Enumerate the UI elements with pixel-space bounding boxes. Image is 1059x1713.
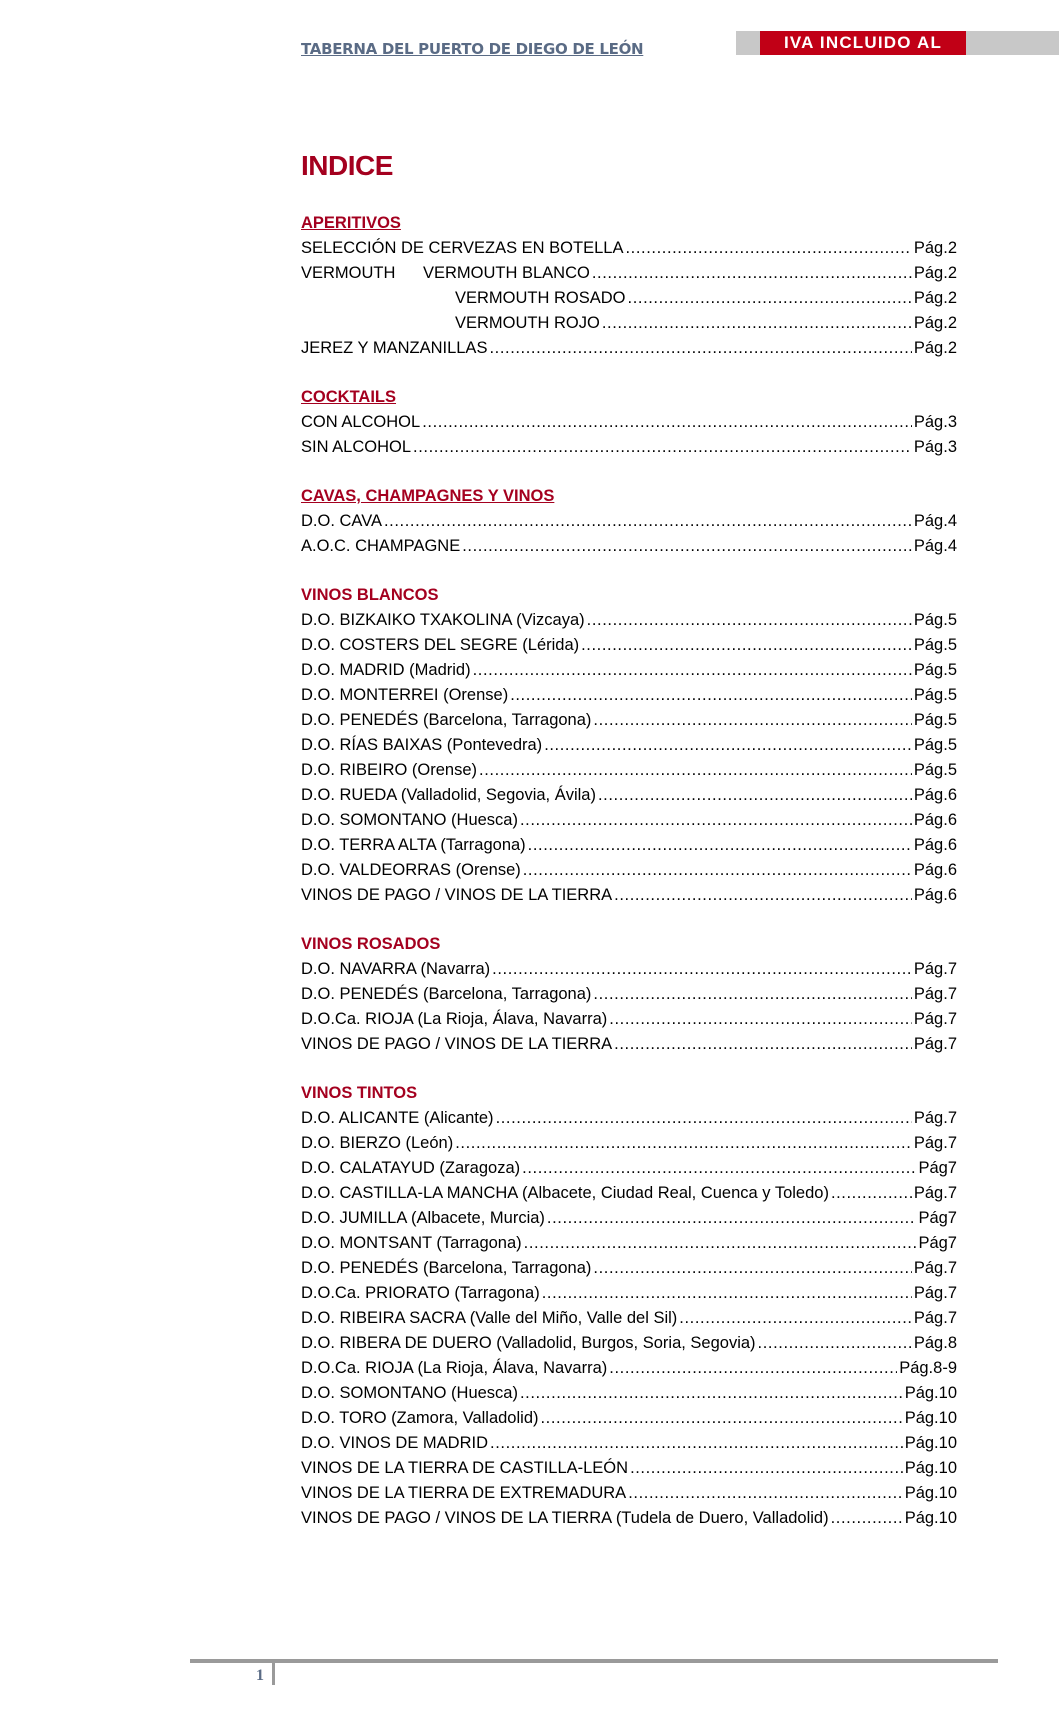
toc-entry bbox=[301, 957, 957, 982]
toc-entry-page: Pág.5 bbox=[913, 761, 957, 779]
dot-leader bbox=[609, 1007, 912, 1032]
toc-entry-label: D.O. PENEDÉS (Barcelona, Tarragona) bbox=[301, 711, 592, 729]
toc-entry-page: Pág.10 bbox=[904, 1434, 957, 1452]
toc-entry-label: VINOS DE PAGO / VINOS DE LA TIERRA bbox=[301, 1035, 613, 1053]
dot-leader bbox=[625, 236, 911, 261]
toc-entry-label: D.O. MONTSANT (Tarragona) bbox=[301, 1234, 522, 1252]
toc-entry-label: VINOS DE PAGO / VINOS DE LA TIERRA (Tudela de Duero, Valladolid) bbox=[301, 1509, 829, 1527]
toc-entry-sub-label: VERMOUTH ROSADO bbox=[455, 289, 626, 307]
toc-entry bbox=[301, 435, 957, 460]
dot-leader bbox=[524, 1231, 917, 1256]
toc-entry-page: Pág.7 bbox=[913, 985, 957, 1003]
toc-entry bbox=[301, 1106, 957, 1131]
section-heading: APERITIVOS bbox=[301, 214, 401, 232]
dot-leader bbox=[496, 1106, 912, 1131]
toc-entry-page: Pág.7 bbox=[913, 1109, 957, 1127]
toc-entry bbox=[301, 1206, 957, 1231]
toc-entry-label: D.O. PENEDÉS (Barcelona, Tarragona) bbox=[301, 985, 592, 1003]
toc-entry bbox=[301, 633, 957, 658]
toc-entry-page: Pág7 bbox=[918, 1234, 957, 1252]
toc-section bbox=[301, 385, 957, 460]
toc-entry bbox=[301, 1506, 957, 1531]
dot-leader bbox=[547, 1206, 917, 1231]
toc-entry-label: D.O. ALICANTE (Alicante) bbox=[301, 1109, 494, 1127]
toc-entry-page: Pág.2 bbox=[913, 264, 957, 282]
section-heading: VINOS ROSADOS bbox=[301, 935, 441, 953]
toc-entry-label: D.O. MONTERREI (Orense) bbox=[301, 686, 509, 704]
toc-entry bbox=[301, 1406, 957, 1431]
toc-entry-page: Pág.2 bbox=[913, 239, 957, 257]
toc-entry-page: Pág.6 bbox=[913, 861, 957, 879]
toc-entry-label bbox=[301, 311, 600, 336]
dot-leader bbox=[758, 1331, 912, 1356]
dot-leader bbox=[592, 261, 912, 286]
dot-leader bbox=[522, 1156, 916, 1181]
dot-leader bbox=[462, 534, 912, 559]
toc-entry-page: Pág.7 bbox=[913, 1259, 957, 1277]
toc-entry bbox=[301, 1306, 957, 1331]
toc-section bbox=[301, 1081, 957, 1531]
toc-entry-page: Pág.3 bbox=[913, 413, 957, 431]
toc-entry bbox=[301, 833, 957, 858]
toc-entry bbox=[301, 1281, 957, 1306]
dot-leader bbox=[492, 957, 912, 982]
toc-entry-page: Pág.10 bbox=[904, 1484, 957, 1502]
toc-entry-page: Pág.4 bbox=[913, 512, 957, 530]
toc-entry bbox=[301, 236, 957, 261]
toc-entry-label: D.O.Ca. RIOJA (La Rioja, Álava, Navarra) bbox=[301, 1359, 608, 1377]
document-header-title: TABERNA DEL PUERTO DE DIEGO DE LEÓN bbox=[301, 40, 644, 58]
toc-entry-page: Pág.6 bbox=[913, 886, 957, 904]
toc-entry-page: Pág.7 bbox=[913, 1035, 957, 1053]
toc-entry bbox=[301, 858, 957, 883]
toc-entry-page: Pág.7 bbox=[913, 1309, 957, 1327]
dot-leader bbox=[602, 311, 912, 336]
toc-entry-page: Pág.6 bbox=[913, 836, 957, 854]
toc-entry bbox=[301, 1381, 957, 1406]
dot-leader bbox=[520, 808, 912, 833]
dot-leader bbox=[479, 758, 912, 783]
dot-leader bbox=[679, 1306, 912, 1331]
toc-entry bbox=[301, 733, 957, 758]
dot-leader bbox=[455, 1131, 912, 1156]
iva-badge: IVA INCLUIDO AL bbox=[760, 31, 966, 55]
toc-entry-label: D.O. COSTERS DEL SEGRE (Lérida) bbox=[301, 636, 580, 654]
toc-entry-page: Pág.7 bbox=[913, 1184, 957, 1202]
toc-entry-label: SIN ALCOHOL bbox=[301, 438, 412, 456]
toc-entry-group-label: VERMOUTH bbox=[301, 264, 396, 282]
toc-entry bbox=[301, 1231, 957, 1256]
toc-entry-page: Pág.8-9 bbox=[899, 1359, 957, 1377]
dot-leader bbox=[384, 509, 912, 534]
toc-entry bbox=[301, 1032, 957, 1057]
dot-leader bbox=[609, 1356, 897, 1381]
toc-entry bbox=[301, 658, 957, 683]
toc-entry-page: Pág.4 bbox=[913, 537, 957, 555]
toc-entry-page: Pág.7 bbox=[913, 1010, 957, 1028]
toc-entry-label: D.O. BIERZO (León) bbox=[301, 1134, 454, 1152]
toc-entry-page: Pág.2 bbox=[913, 339, 957, 357]
dot-leader bbox=[598, 783, 912, 808]
page-number-separator bbox=[272, 1663, 275, 1685]
dot-leader bbox=[587, 608, 912, 633]
toc-entry-label: D.O. JUMILLA (Albacete, Murcia) bbox=[301, 1209, 545, 1227]
dot-leader bbox=[541, 1406, 903, 1431]
toc-entry-label: D.O. CAVA bbox=[301, 512, 382, 530]
dot-leader bbox=[523, 858, 912, 883]
toc-entry-label: D.O. TERRA ALTA (Tarragona) bbox=[301, 836, 526, 854]
toc-entry bbox=[301, 1156, 957, 1181]
toc-entry-label: D.O. SOMONTANO (Huesca) bbox=[301, 811, 518, 829]
toc-entry-page: Pág7 bbox=[918, 1209, 957, 1227]
toc-entry-label: D.O. TORO (Zamora, Valladolid) bbox=[301, 1409, 539, 1427]
toc-entry bbox=[301, 1431, 957, 1456]
toc-entry bbox=[301, 534, 957, 559]
toc-entry bbox=[301, 708, 957, 733]
toc-entry bbox=[301, 1181, 957, 1206]
section-heading: VINOS TINTOS bbox=[301, 1084, 418, 1102]
toc-entry-page: Pág.10 bbox=[904, 1459, 957, 1477]
page-number: 1 bbox=[256, 1667, 264, 1684]
dot-leader bbox=[542, 1281, 912, 1306]
toc-entry bbox=[301, 1131, 957, 1156]
toc-entry-page: Pág.7 bbox=[913, 1134, 957, 1152]
dot-leader bbox=[593, 982, 911, 1007]
toc-entry-label: D.O. PENEDÉS (Barcelona, Tarragona) bbox=[301, 1259, 592, 1277]
toc-entry-page: Pág.5 bbox=[913, 686, 957, 704]
toc-entry-label: D.O. VALDEORRAS (Orense) bbox=[301, 861, 521, 879]
toc-entry-page: Pág.7 bbox=[913, 1284, 957, 1302]
toc-entry bbox=[301, 1256, 957, 1281]
dot-leader bbox=[628, 1481, 903, 1506]
toc-entry-page: Pág.5 bbox=[913, 711, 957, 729]
section-heading: CAVAS, CHAMPAGNES Y VINOS bbox=[301, 487, 555, 505]
toc-entry-label: D.O. RUEDA (Valladolid, Segovia, Ávila) bbox=[301, 786, 596, 804]
dot-leader bbox=[520, 1381, 903, 1406]
toc-entry-label: SELECCIÓN DE CERVEZAS EN BOTELLA bbox=[301, 239, 624, 257]
toc-entry-page: Pág.10 bbox=[904, 1409, 957, 1427]
toc-entry-page: Pág.2 bbox=[913, 314, 957, 332]
dot-leader bbox=[422, 410, 912, 435]
toc-entry-page: Pág.5 bbox=[913, 661, 957, 679]
toc-entry-label: VINOS DE PAGO / VINOS DE LA TIERRA bbox=[301, 886, 613, 904]
dot-leader bbox=[593, 1256, 911, 1281]
toc-entry bbox=[301, 1456, 957, 1481]
toc-entry-page: Pág.2 bbox=[913, 289, 957, 307]
toc-entry-label: D.O. RIBERA DE DUERO (Valladolid, Burgos, Soria, Segovia) bbox=[301, 1334, 756, 1352]
dot-leader bbox=[490, 1431, 903, 1456]
toc-section bbox=[301, 932, 957, 1057]
toc-entry-page: Pág.6 bbox=[913, 811, 957, 829]
toc-entry-sub-label: VERMOUTH ROJO bbox=[455, 314, 600, 332]
section-heading: COCKTAILS bbox=[301, 388, 397, 406]
toc-section bbox=[301, 211, 957, 361]
dot-leader bbox=[528, 833, 912, 858]
dot-leader bbox=[544, 733, 912, 758]
dot-leader bbox=[413, 435, 912, 460]
dot-leader bbox=[614, 883, 912, 908]
toc-entry bbox=[301, 410, 957, 435]
toc-entry-label: D.O. SOMONTANO (Huesca) bbox=[301, 1384, 518, 1402]
toc-entry bbox=[301, 683, 957, 708]
toc-entry-label: VINOS DE LA TIERRA DE CASTILLA-LEÓN bbox=[301, 1459, 629, 1477]
toc-entry-page: Pág.5 bbox=[913, 611, 957, 629]
toc-entry-label bbox=[301, 261, 590, 286]
toc-entry bbox=[301, 982, 957, 1007]
toc-entry-sub-label: VERMOUTH BLANCO bbox=[423, 264, 590, 282]
toc-entry bbox=[301, 1331, 957, 1356]
toc-entry-label: D.O. MADRID (Madrid) bbox=[301, 661, 471, 679]
toc-entry-page: Pág.5 bbox=[913, 736, 957, 754]
toc-entry-label: D.O. VINOS DE MADRID bbox=[301, 1434, 489, 1452]
toc-entry-label: D.O. CASTILLA-LA MANCHA (Albacete, Ciudad Real, Cuenca y Toledo) bbox=[301, 1184, 829, 1202]
toc-entry-label: D.O. RIBEIRA SACRA (Valle del Miño, Valle del Sil) bbox=[301, 1309, 678, 1327]
toc-section bbox=[301, 484, 957, 559]
toc-section bbox=[301, 583, 957, 908]
toc-entry-label: D.O. NAVARRA (Navarra) bbox=[301, 960, 491, 978]
toc-entry bbox=[301, 311, 957, 336]
toc-entry-label bbox=[301, 286, 626, 311]
toc-entry bbox=[301, 783, 957, 808]
toc-entry bbox=[301, 509, 957, 534]
toc-entry bbox=[301, 883, 957, 908]
index-title: INDICE bbox=[301, 150, 393, 181]
toc-entry-page: Pág.5 bbox=[913, 636, 957, 654]
toc-entry bbox=[301, 758, 957, 783]
dot-leader bbox=[473, 658, 912, 683]
dot-leader bbox=[489, 336, 911, 361]
toc-entry-page: Pág.3 bbox=[913, 438, 957, 456]
toc-entry-page: Pág.10 bbox=[904, 1384, 957, 1402]
toc-entry bbox=[301, 608, 957, 633]
toc-entry-label: CON ALCOHOL bbox=[301, 413, 421, 431]
dot-leader bbox=[593, 708, 911, 733]
toc-entry bbox=[301, 336, 957, 361]
dot-leader bbox=[628, 286, 912, 311]
toc-entry-page: Pág.7 bbox=[913, 960, 957, 978]
dot-leader bbox=[581, 633, 912, 658]
toc-entry-page: Pág.10 bbox=[904, 1509, 957, 1527]
toc-entry bbox=[301, 808, 957, 833]
toc-entry bbox=[301, 1007, 957, 1032]
toc-entry-label: D.O. CALATAYUD (Zaragoza) bbox=[301, 1159, 521, 1177]
dot-leader bbox=[831, 1506, 903, 1531]
toc-entry bbox=[301, 1356, 957, 1381]
toc-entry-label: JEREZ Y MANZANILLAS bbox=[301, 339, 488, 357]
table-of-contents bbox=[301, 211, 957, 1555]
toc-entry-page: Pág.8 bbox=[913, 1334, 957, 1352]
toc-entry-label: D.O. RÍAS BAIXAS (Pontevedra) bbox=[301, 736, 543, 754]
section-heading: VINOS BLANCOS bbox=[301, 586, 439, 604]
toc-entry-label: D.O.Ca. PRIORATO (Tarragona) bbox=[301, 1284, 540, 1302]
toc-entry-page: Pág.6 bbox=[913, 786, 957, 804]
dot-leader bbox=[510, 683, 912, 708]
toc-entry bbox=[301, 286, 957, 311]
dot-leader bbox=[614, 1032, 912, 1057]
toc-entry-label: D.O. RIBEIRO (Orense) bbox=[301, 761, 478, 779]
dot-leader bbox=[630, 1456, 903, 1481]
toc-entry-label: D.O.Ca. RIOJA (La Rioja, Álava, Navarra) bbox=[301, 1010, 608, 1028]
footer-rule bbox=[190, 1659, 998, 1663]
toc-entry-label: VINOS DE LA TIERRA DE EXTREMADURA bbox=[301, 1484, 627, 1502]
toc-entry-page: Pág7 bbox=[918, 1159, 957, 1177]
toc-entry bbox=[301, 1481, 957, 1506]
toc-entry-label: D.O. BIZKAIKO TXAKOLINA (Vizcaya) bbox=[301, 611, 585, 629]
toc-entry-label: A.O.C. CHAMPAGNE bbox=[301, 537, 461, 555]
dot-leader bbox=[831, 1181, 912, 1206]
toc-entry bbox=[301, 261, 957, 286]
